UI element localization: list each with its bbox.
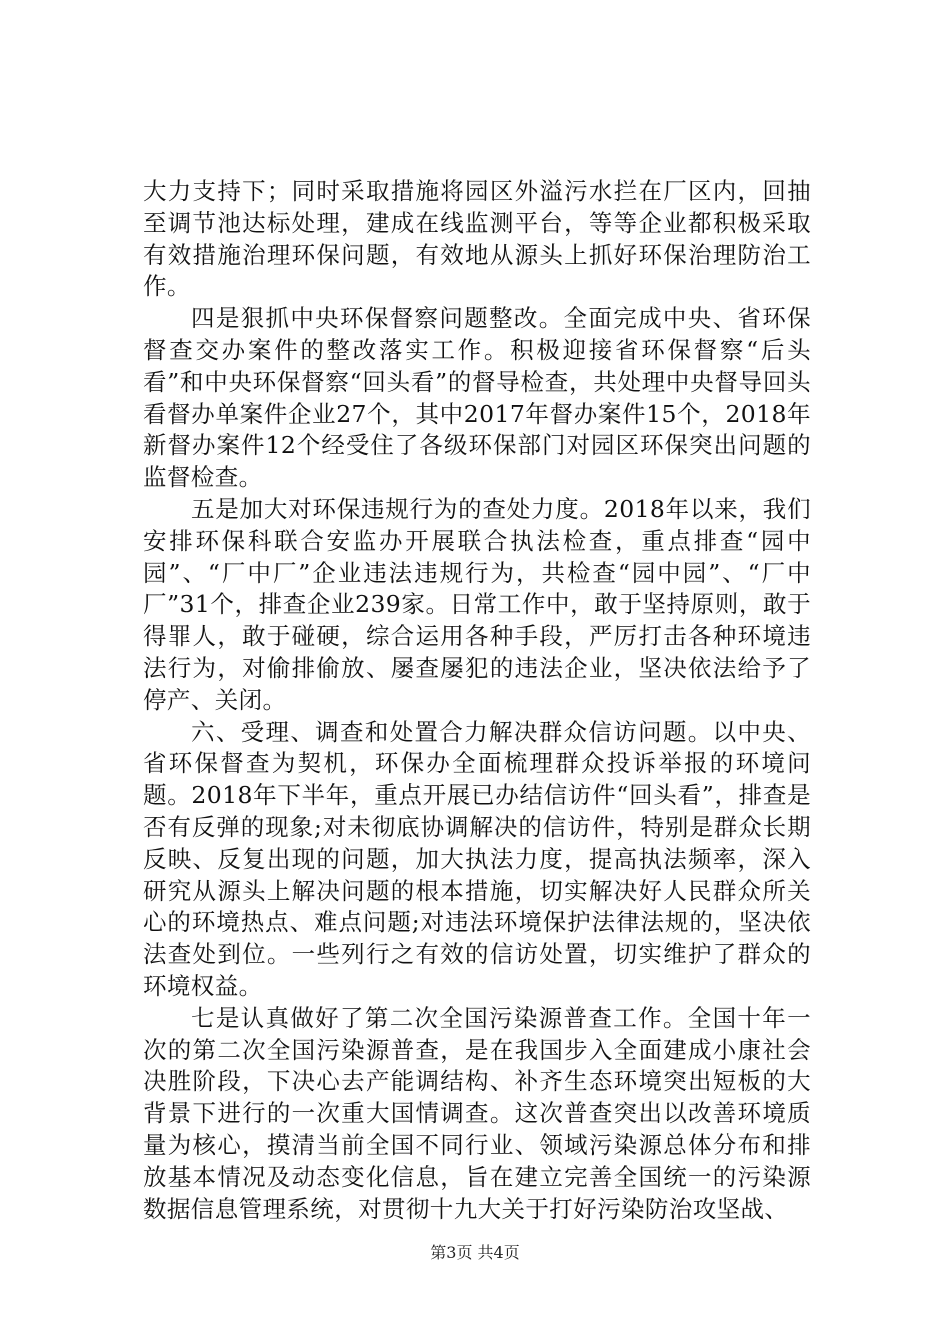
paragraph-item-5: 五是加大对环保违规行为的查处力度。2018年以来，我们安排环保科联合安监办开展联合执法检查，重点排查“园中园”、“厂中厂”企业违法违规行为，共检查“园中园”、“厂中厂”31个，排查企业239家。日常工作中，敢于坚持原则，敢于得罪人，敢于碰硬，综合运用各种手段，严厉打击各种环境违法行为，对偷排偷放、屡查屡犯的违法企业，坚决依法给予了停产、关闭。 (143, 494, 811, 714)
document-body (143, 176, 811, 1225)
paragraph-item-6: 六、受理、调查和处置合力解决群众信访问题。以中央、省环保督查为契机，环保办全面梳理群众投诉举报的环境问题。2018年下半年，重点开展已办结信访件“回头看”，排查是否有反弹的现象;对未彻底协调解决的信访件，特别是群众长期反映、反复出现的问题，加大执法力度，提高执法频率，深入研究从源头上解决问题的根本措施，切实解决好人民群众所关心的环境热点、难点问题;对违法环境保护法律法规的，坚决依法查处到位。一些列行之有效的信访处置，切实维护了群众的环境权益。 (143, 717, 811, 1000)
paragraph-item-4: 四是狠抓中央环保督察问题整改。全面完成中央、省环保督查交办案件的整改落实工作。积极迎接省环保督察“后头看”和中央环保督察“回头看”的督导检查，共处理中央督导回头看督办单案件企业27个，其中2017年督办案件15个，2018年新督办案件12个经受住了各级环保部门对园区环保突出问题的监督检查。 (143, 304, 811, 492)
paragraph-item-7: 七是认真做好了第二次全国污染源普查工作。全国十年一次的第二次全国污染源普查，是在我国步入全面建成小康社会决胜阶段，下决心去产能调结构、补齐生态环境突出短板的大背景下进行的一次重大国情调查。这次普查突出以改善环境质量为核心，摸清当前全国不同行业、领域污染源总体分布和排放基本情况及动态变化信息，旨在建立完善全国统一的污染源数据信息管理系统，对贯彻十九大关于打好污染防治攻坚战、 (143, 1003, 811, 1223)
page-footer: 第3页 共4页 (430, 1243, 520, 1262)
paragraph-continuation: 大力支持下；同时采取措施将园区外溢污水拦在厂区内，回抽至调节池达标处理，建成在线监测平台，等等企业都积极采取有效措施治理环保问题，有效地从源头上抓好环保治理防治工作。 (143, 177, 811, 301)
